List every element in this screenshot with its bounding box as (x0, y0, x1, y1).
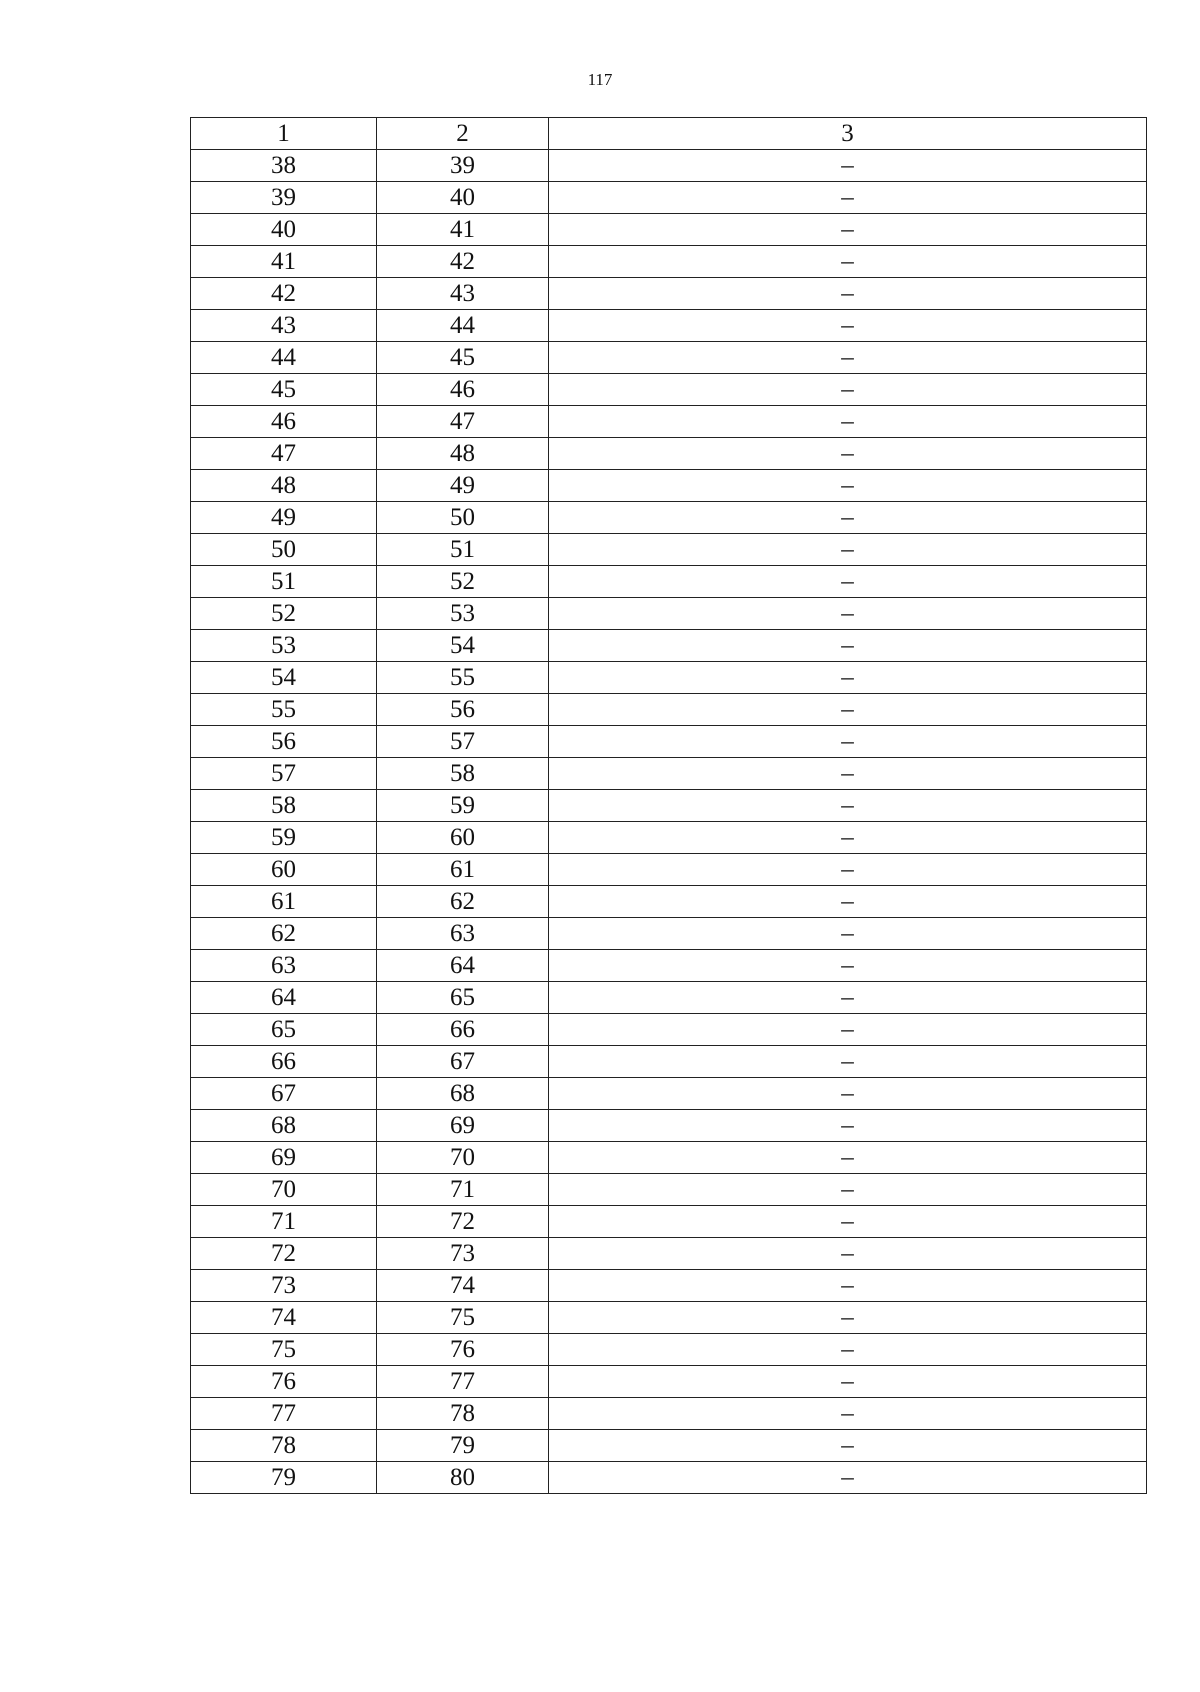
table-cell-col-3: – (549, 214, 1147, 246)
table-cell-col-3: – (549, 246, 1147, 278)
table-cell-col-1: 74 (191, 1302, 377, 1334)
table-row (191, 534, 1147, 566)
table-row (191, 502, 1147, 534)
table-cell-col-3: – (549, 1206, 1147, 1238)
table-cell-col-2: 56 (377, 694, 549, 726)
table-row (191, 1014, 1147, 1046)
table-cell-col-1: 66 (191, 1046, 377, 1078)
table-row (191, 150, 1147, 182)
table-cell-col-3: – (549, 1334, 1147, 1366)
table-cell-col-2: 74 (377, 1270, 549, 1302)
table-cell-col-1: 40 (191, 214, 377, 246)
table-row (191, 182, 1147, 214)
table-cell-col-2: 53 (377, 598, 549, 630)
table-row (191, 886, 1147, 918)
table-cell-col-1: 59 (191, 822, 377, 854)
page-number: 117 (587, 70, 613, 89)
table-cell-col-1: 61 (191, 886, 377, 918)
table-row (191, 982, 1147, 1014)
table-cell-col-3: – (549, 918, 1147, 950)
table-cell-col-3: – (549, 790, 1147, 822)
table-cell-col-1: 54 (191, 662, 377, 694)
table-cell-col-2: 64 (377, 950, 549, 982)
table-cell-col-3: – (549, 1078, 1147, 1110)
table-cell-col-1: 52 (191, 598, 377, 630)
table-cell-col-2: 62 (377, 886, 549, 918)
table-cell-col-1: 43 (191, 310, 377, 342)
column-header-1: 1 (191, 118, 377, 150)
table-row (191, 630, 1147, 662)
table-cell-col-3: – (549, 1142, 1147, 1174)
table-cell-col-1: 63 (191, 950, 377, 982)
table-row (191, 758, 1147, 790)
table-cell-col-2: 72 (377, 1206, 549, 1238)
table-cell-col-2: 65 (377, 982, 549, 1014)
table-cell-col-1: 72 (191, 1238, 377, 1270)
table-row (191, 374, 1147, 406)
table-row (191, 1238, 1147, 1270)
table-row (191, 1110, 1147, 1142)
table-cell-col-1: 47 (191, 438, 377, 470)
table-row (191, 438, 1147, 470)
table-cell-col-3: – (549, 694, 1147, 726)
table-cell-col-3: – (549, 310, 1147, 342)
table-cell-col-3: – (549, 854, 1147, 886)
table-cell-col-3: – (549, 1462, 1147, 1494)
table-cell-col-2: 70 (377, 1142, 549, 1174)
table-cell-col-3: – (549, 950, 1147, 982)
table-cell-col-3: – (549, 1398, 1147, 1430)
table-row (191, 598, 1147, 630)
table-cell-col-1: 56 (191, 726, 377, 758)
table-cell-col-3: – (549, 662, 1147, 694)
table-cell-col-2: 49 (377, 470, 549, 502)
table-row (191, 1302, 1147, 1334)
table-cell-col-1: 55 (191, 694, 377, 726)
table-cell-col-2: 52 (377, 566, 549, 598)
table-row (191, 1046, 1147, 1078)
table-cell-col-2: 71 (377, 1174, 549, 1206)
table-cell-col-1: 76 (191, 1366, 377, 1398)
table-cell-col-1: 64 (191, 982, 377, 1014)
table-row (191, 470, 1147, 502)
table-row (191, 1270, 1147, 1302)
table-cell-col-2: 46 (377, 374, 549, 406)
table-cell-col-1: 45 (191, 374, 377, 406)
table-cell-col-3: – (549, 1014, 1147, 1046)
table-cell-col-2: 63 (377, 918, 549, 950)
table-row (191, 1142, 1147, 1174)
table-row (191, 822, 1147, 854)
table-header (191, 118, 1147, 150)
table-cell-col-1: 42 (191, 278, 377, 310)
table-header-row (191, 118, 1147, 150)
table-cell-col-2: 51 (377, 534, 549, 566)
table-row (191, 1398, 1147, 1430)
table-cell-col-1: 50 (191, 534, 377, 566)
table-cell-col-3: – (549, 406, 1147, 438)
table-cell-col-2: 78 (377, 1398, 549, 1430)
table-cell-col-3: – (549, 1270, 1147, 1302)
table-cell-col-2: 58 (377, 758, 549, 790)
table-cell-col-3: – (549, 598, 1147, 630)
table-cell-col-2: 60 (377, 822, 549, 854)
table-cell-col-1: 75 (191, 1334, 377, 1366)
table-row (191, 1206, 1147, 1238)
table-row (191, 1078, 1147, 1110)
table-cell-col-2: 43 (377, 278, 549, 310)
table-cell-col-1: 71 (191, 1206, 377, 1238)
table-cell-col-1: 77 (191, 1398, 377, 1430)
table-cell-col-1: 41 (191, 246, 377, 278)
table-row (191, 1174, 1147, 1206)
table-cell-col-1: 39 (191, 182, 377, 214)
table-cell-col-2: 79 (377, 1430, 549, 1462)
table-row (191, 1366, 1147, 1398)
table-cell-col-3: – (549, 278, 1147, 310)
table-row (191, 246, 1147, 278)
table-row (191, 950, 1147, 982)
table-cell-col-3: – (549, 630, 1147, 662)
table-cell-col-1: 62 (191, 918, 377, 950)
table-cell-col-3: – (549, 886, 1147, 918)
table-cell-col-3: – (549, 374, 1147, 406)
table-cell-col-1: 65 (191, 1014, 377, 1046)
table-row (191, 566, 1147, 598)
table-cell-col-3: – (549, 150, 1147, 182)
table-cell-col-3: – (549, 758, 1147, 790)
table-cell-col-1: 49 (191, 502, 377, 534)
table-row (191, 726, 1147, 758)
table-cell-col-1: 68 (191, 1110, 377, 1142)
column-header-2: 2 (377, 118, 549, 150)
table-row (191, 662, 1147, 694)
table-body (191, 150, 1147, 1494)
table-cell-col-1: 78 (191, 1430, 377, 1462)
table-cell-col-3: – (549, 1302, 1147, 1334)
table-cell-col-1: 48 (191, 470, 377, 502)
table-row (191, 854, 1147, 886)
table-cell-col-2: 54 (377, 630, 549, 662)
table-cell-col-3: – (549, 470, 1147, 502)
table-cell-col-1: 51 (191, 566, 377, 598)
data-table (190, 117, 1147, 1494)
table-row (191, 694, 1147, 726)
table-cell-col-2: 40 (377, 182, 549, 214)
table-cell-col-3: – (549, 1110, 1147, 1142)
table-cell-col-1: 73 (191, 1270, 377, 1302)
table-cell-col-2: 39 (377, 150, 549, 182)
table-cell-col-2: 41 (377, 214, 549, 246)
table-cell-col-1: 60 (191, 854, 377, 886)
table-cell-col-1: 58 (191, 790, 377, 822)
table-cell-col-2: 44 (377, 310, 549, 342)
table-cell-col-3: – (549, 1366, 1147, 1398)
data-table-container (190, 117, 1146, 1494)
table-cell-col-1: 70 (191, 1174, 377, 1206)
table-cell-col-3: – (549, 182, 1147, 214)
table-cell-col-1: 44 (191, 342, 377, 374)
table-cell-col-2: 48 (377, 438, 549, 470)
table-row (191, 1334, 1147, 1366)
table-cell-col-2: 47 (377, 406, 549, 438)
table-cell-col-3: – (549, 982, 1147, 1014)
table-cell-col-2: 66 (377, 1014, 549, 1046)
table-row (191, 1430, 1147, 1462)
table-cell-col-3: – (549, 1430, 1147, 1462)
table-row (191, 1462, 1147, 1494)
table-cell-col-1: 53 (191, 630, 377, 662)
table-cell-col-3: – (549, 726, 1147, 758)
table-cell-col-3: – (549, 534, 1147, 566)
table-cell-col-1: 57 (191, 758, 377, 790)
table-cell-col-2: 42 (377, 246, 549, 278)
table-cell-col-2: 80 (377, 1462, 549, 1494)
table-cell-col-3: – (549, 502, 1147, 534)
table-cell-col-2: 59 (377, 790, 549, 822)
table-cell-col-3: – (549, 1174, 1147, 1206)
table-cell-col-2: 76 (377, 1334, 549, 1366)
table-cell-col-2: 73 (377, 1238, 549, 1270)
table-cell-col-1: 67 (191, 1078, 377, 1110)
table-row (191, 790, 1147, 822)
table-cell-col-1: 38 (191, 150, 377, 182)
table-row (191, 342, 1147, 374)
column-header-3: 3 (549, 118, 1147, 150)
table-cell-col-2: 69 (377, 1110, 549, 1142)
table-cell-col-3: – (549, 1046, 1147, 1078)
table-row (191, 918, 1147, 950)
table-cell-col-2: 45 (377, 342, 549, 374)
table-row (191, 278, 1147, 310)
table-cell-col-3: – (549, 822, 1147, 854)
table-cell-col-2: 77 (377, 1366, 549, 1398)
table-row (191, 310, 1147, 342)
table-cell-col-3: – (549, 1238, 1147, 1270)
table-row (191, 406, 1147, 438)
table-cell-col-1: 79 (191, 1462, 377, 1494)
table-cell-col-2: 75 (377, 1302, 549, 1334)
table-cell-col-2: 67 (377, 1046, 549, 1078)
table-cell-col-2: 50 (377, 502, 549, 534)
table-cell-col-2: 55 (377, 662, 549, 694)
table-cell-col-3: – (549, 438, 1147, 470)
table-cell-col-1: 46 (191, 406, 377, 438)
table-cell-col-1: 69 (191, 1142, 377, 1174)
table-cell-col-2: 61 (377, 854, 549, 886)
table-cell-col-3: – (549, 342, 1147, 374)
table-row (191, 214, 1147, 246)
table-cell-col-2: 68 (377, 1078, 549, 1110)
table-cell-col-2: 57 (377, 726, 549, 758)
table-cell-col-3: – (549, 566, 1147, 598)
